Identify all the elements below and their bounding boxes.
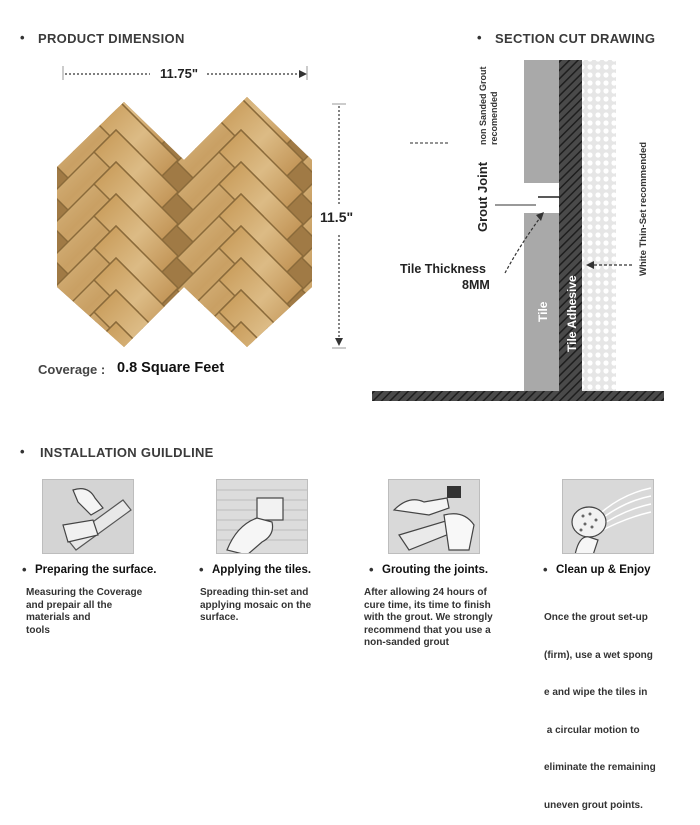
coverage-value: 0.8 Square Feet — [117, 360, 225, 376]
bullet-dot: • — [543, 562, 548, 577]
section-cut-title: SECTION CUT DRAWING — [495, 31, 656, 46]
bullet-dot: • — [477, 30, 482, 45]
step-text-line: and prepair all the — [26, 599, 113, 611]
step-text-line: applying mosaic on the — [200, 599, 312, 611]
bullet-dot: • — [199, 562, 204, 577]
step-text-line: Measuring the Coverage — [26, 587, 143, 598]
step-text-line: e and wipe the tiles in — [544, 687, 648, 698]
step-text-line: (firm), use a wet spong — [544, 649, 653, 661]
bullet-dot: • — [20, 444, 25, 459]
tile-adhesive-label: Tile Adhesive — [565, 275, 579, 352]
step-text-4 — [544, 587, 694, 825]
thickness-value: 8MM — [462, 278, 490, 292]
step-text-3 — [364, 587, 539, 650]
width-label: 11.75" — [160, 66, 198, 81]
bullet-dot: • — [22, 562, 27, 577]
bullet-dot: • — [369, 562, 374, 577]
step-text-line: surface. — [200, 612, 239, 623]
grout-float-icon — [388, 479, 480, 554]
step-text-line: After allowing 24 hours of — [364, 587, 487, 598]
step-text-line: with the grout. We strongly — [364, 612, 493, 623]
measuring-icon — [42, 479, 134, 554]
thinset-note: White Thin-Set recommended — [638, 141, 649, 276]
step-text-1 — [26, 587, 186, 637]
tile-label: Tile — [536, 301, 550, 322]
grout-joint-label: Grout Joint — [475, 161, 490, 232]
sponge-icon — [562, 479, 654, 554]
step-text-line: uneven grout points. — [544, 799, 643, 811]
step-text-line: materials and — [26, 612, 91, 623]
step-text-line: cure time, its time to finish — [364, 599, 491, 611]
height-label: 11.5" — [320, 209, 354, 225]
step-text-line: Once the grout set-up — [544, 612, 648, 623]
step-text-line: Spreading thin-set and — [200, 587, 309, 598]
tile-thickness-label: Tile Thickness — [400, 262, 486, 276]
height-dimension-line — [328, 100, 350, 355]
step-text-line: eliminate the remaining — [544, 762, 656, 773]
coverage-label: Coverage : — [38, 362, 106, 377]
trowel-icon — [216, 479, 308, 554]
step-title-4: Clean up & Enjoy — [556, 564, 651, 576]
step-title-1: Preparing the surface. — [35, 564, 157, 576]
step-text-line: recommend that you use a — [364, 624, 491, 636]
product-dimension-title: PRODUCT DIMENSION — [38, 31, 185, 46]
step-text-2 — [200, 587, 360, 625]
section-cut-drawing — [370, 55, 670, 407]
step-title-3: Grouting the joints. — [382, 564, 489, 576]
step-text-line: tools — [26, 624, 50, 636]
installation-title: INSTALLATION GUILDLINE — [40, 445, 214, 460]
bullet-dot: • — [20, 30, 25, 45]
step-text-line: a circular motion to — [544, 724, 640, 736]
grout-note — [478, 15, 508, 145]
step-text-line: non-sanded grout — [364, 637, 449, 648]
herringbone-mosaic-image — [52, 92, 317, 347]
grout-note-text: non Sanded Grout recomended — [478, 66, 499, 145]
step-title-2: Applying the tiles. — [212, 564, 312, 576]
